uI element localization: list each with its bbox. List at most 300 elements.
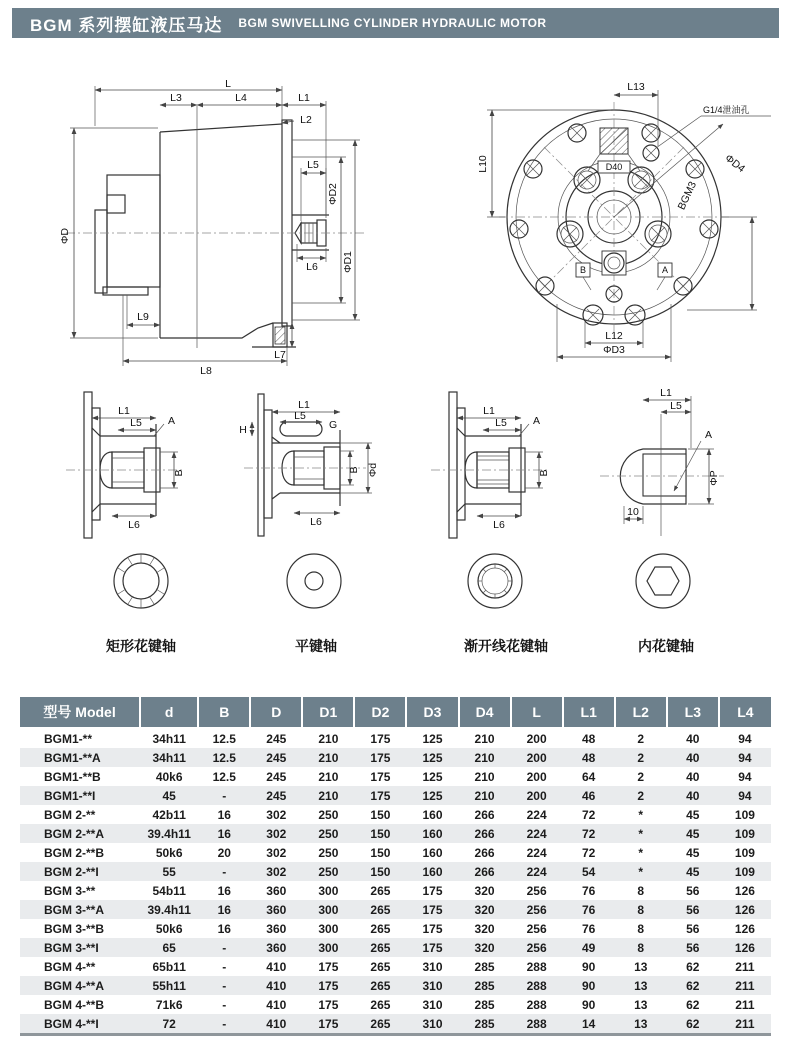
value-cell: 65	[162, 940, 176, 955]
value-cell: 94	[738, 788, 752, 803]
value-cell: 175	[422, 902, 443, 917]
value-cell: 12.5	[212, 769, 236, 784]
dim-label-l12: L12	[605, 330, 623, 342]
value-cell: *	[638, 845, 644, 860]
table-row	[20, 976, 771, 995]
value-cell: 256	[526, 940, 547, 955]
value-cell: 175	[318, 997, 339, 1012]
value-cell: 40k6	[155, 769, 183, 784]
value-cell: 16	[217, 826, 231, 841]
value-cell: 210	[474, 750, 495, 765]
value-cell: 46	[582, 788, 596, 803]
dim-label-l1: L1	[298, 399, 310, 411]
section-circle-rect-spline	[104, 544, 178, 618]
model-cell: BGM 3-**I	[44, 940, 99, 955]
value-cell: 90	[582, 959, 596, 974]
dim-label-phid3: ΦD3	[603, 344, 625, 356]
value-cell: 160	[422, 807, 443, 822]
value-cell: 56	[686, 940, 700, 955]
value-cell: 2	[637, 750, 645, 765]
value-cell: 224	[526, 845, 547, 860]
value-cell: 210	[318, 788, 339, 803]
value-cell: 265	[370, 1016, 391, 1031]
value-cell: 150	[370, 807, 391, 822]
value-cell: 62	[686, 978, 700, 993]
value-cell: 150	[370, 864, 391, 879]
value-cell: 45	[686, 845, 700, 860]
value-cell: 285	[474, 1016, 495, 1031]
value-cell: 20	[217, 845, 231, 860]
value-cell: -	[222, 864, 227, 879]
value-cell: 8	[637, 902, 645, 917]
value-cell: 72	[582, 845, 596, 860]
table-row	[20, 900, 771, 919]
value-cell: 40	[686, 788, 700, 803]
dim-label-l6: L6	[128, 519, 140, 531]
value-cell: 8	[637, 883, 645, 898]
value-cell: 224	[526, 826, 547, 841]
table-row	[20, 748, 771, 767]
value-cell: 50k6	[155, 845, 183, 860]
dim-label-a: A	[533, 415, 541, 427]
dim-label-phid-small: Φd	[367, 462, 379, 478]
value-cell: 8	[637, 940, 645, 955]
dim-label-drain: G1/4泄油孔	[703, 105, 750, 115]
value-cell: 245	[266, 731, 287, 746]
value-cell: 2	[637, 769, 645, 784]
dim-label-ten: 10	[627, 506, 639, 518]
value-cell: 175	[318, 1016, 339, 1031]
model-cell: BGM1-**	[44, 731, 93, 746]
dim-label-l4: L4	[235, 92, 247, 104]
value-cell: 40	[686, 731, 700, 746]
dim-label-l6: L6	[493, 519, 505, 531]
value-cell: 245	[266, 769, 287, 784]
value-cell: 300	[318, 902, 339, 917]
dim-label-phid2: ΦD2	[327, 183, 339, 205]
dim-label-l5: L5	[294, 410, 306, 422]
value-cell: 175	[318, 959, 339, 974]
dim-label-l5: L5	[307, 159, 319, 171]
value-cell: 126	[734, 940, 755, 955]
value-cell: 76	[582, 902, 596, 917]
value-cell: 310	[422, 1016, 443, 1031]
value-cell: 320	[474, 883, 495, 898]
value-cell: 34h11	[152, 750, 186, 765]
value-cell: 211	[735, 959, 755, 974]
value-cell: 288	[526, 959, 547, 974]
value-cell: 126	[734, 883, 755, 898]
column-header: L2	[615, 697, 667, 728]
value-cell: 300	[318, 921, 339, 936]
table-row	[20, 728, 771, 748]
value-cell: 210	[474, 731, 495, 746]
page-title-en: BGM SWIVELLING CYLINDER HYDRAULIC MOTOR	[238, 16, 547, 30]
value-cell: 250	[318, 845, 339, 860]
value-cell: 126	[734, 921, 755, 936]
value-cell: 210	[318, 731, 339, 746]
value-cell: 360	[266, 921, 287, 936]
shaft-caption-rect-spline: 矩形花键轴	[106, 638, 176, 654]
dim-label-l5: L5	[495, 417, 507, 429]
column-header: 型号 Model	[20, 697, 140, 728]
shaft-caption-involute-spline: 渐开线花键轴	[464, 638, 548, 654]
dim-label-l7: L7	[274, 349, 286, 361]
table-row	[20, 786, 771, 805]
dim-label-a: A	[705, 429, 713, 441]
column-header: L	[511, 697, 563, 728]
value-cell: 285	[474, 959, 495, 974]
value-cell: 56	[686, 883, 700, 898]
shaft-drawing-rect-spline	[56, 388, 226, 540]
dim-label-a: A	[168, 415, 176, 427]
model-cell: BGM 2-**B	[44, 845, 105, 860]
value-cell: *	[638, 826, 644, 841]
value-cell: 72	[162, 1016, 176, 1031]
value-cell: 56	[686, 902, 700, 917]
value-cell: 34h11	[152, 731, 186, 746]
dim-label-phid1: ΦD1	[342, 251, 354, 273]
shaft-drawing-flat-key	[236, 388, 411, 540]
value-cell: 288	[526, 978, 547, 993]
value-cell: 210	[318, 750, 339, 765]
column-header: D4	[459, 697, 511, 728]
value-cell: 39.4h11	[147, 826, 191, 841]
table-row	[20, 805, 771, 824]
model-cell: BGM1-**I	[44, 788, 96, 803]
model-cell: BGM 3-**B	[44, 921, 105, 936]
value-cell: 410	[266, 997, 287, 1012]
model-cell: BGM 3-**	[44, 883, 96, 898]
dim-label-l13: L13	[627, 81, 645, 93]
model-cell: BGM 4-**I	[44, 1016, 99, 1031]
column-header: D3	[406, 697, 458, 728]
dim-label-l5: L5	[670, 400, 682, 412]
value-cell: 360	[266, 940, 287, 955]
value-cell: 48	[582, 731, 596, 746]
value-cell: 72	[582, 807, 596, 822]
spec-table-head	[20, 697, 771, 728]
value-cell: 109	[734, 864, 755, 879]
section-circle-flat-key	[277, 544, 351, 618]
value-cell: 2	[637, 731, 645, 746]
value-cell: 288	[526, 1016, 547, 1031]
column-header: L1	[563, 697, 615, 728]
value-cell: 266	[474, 807, 495, 822]
value-cell: 8	[637, 921, 645, 936]
value-cell: 250	[318, 807, 339, 822]
value-cell: 49	[582, 940, 596, 955]
value-cell: 48	[582, 750, 596, 765]
dim-label-b: B	[538, 469, 550, 477]
dim-label-b: B	[348, 466, 360, 474]
value-cell: 410	[266, 978, 287, 993]
value-cell: 125	[422, 788, 443, 803]
value-cell: 45	[162, 788, 176, 803]
value-cell: 13	[634, 978, 648, 993]
header-row	[20, 697, 771, 728]
value-cell: 175	[422, 883, 443, 898]
value-cell: 175	[318, 978, 339, 993]
value-cell: 71k6	[155, 997, 183, 1012]
value-cell: 160	[422, 845, 443, 860]
value-cell: 2	[637, 788, 645, 803]
value-cell: 126	[734, 902, 755, 917]
value-cell: 50k6	[155, 921, 183, 936]
value-cell: 256	[526, 883, 547, 898]
model-cell: BGM 2-**	[44, 807, 96, 822]
value-cell: 266	[474, 826, 495, 841]
value-cell: 13	[634, 959, 648, 974]
value-cell: 40	[686, 750, 700, 765]
shaft-drawing-internal-spline	[596, 386, 786, 541]
value-cell: 256	[526, 921, 547, 936]
value-cell: 175	[422, 921, 443, 936]
value-cell: 16	[217, 902, 231, 917]
value-cell: 175	[422, 940, 443, 955]
value-cell: 65b11	[152, 959, 186, 974]
dim-label-g: G	[329, 419, 338, 431]
dim-label-l9: L9	[137, 311, 149, 323]
value-cell: 265	[370, 959, 391, 974]
value-cell: 410	[266, 1016, 287, 1031]
value-cell: 200	[526, 731, 547, 746]
value-cell: 62	[686, 997, 700, 1012]
table-row	[20, 995, 771, 1014]
value-cell: 256	[526, 902, 547, 917]
value-cell: *	[638, 807, 644, 822]
column-header: D2	[354, 697, 406, 728]
port-label-b: B	[579, 265, 587, 275]
value-cell: 200	[526, 769, 547, 784]
dim-label-l1: L1	[118, 405, 130, 417]
dim-label-l1: L1	[660, 387, 672, 399]
value-cell: 224	[526, 807, 547, 822]
spec-table	[20, 697, 771, 1036]
value-cell: 109	[734, 826, 755, 841]
value-cell: 160	[422, 864, 443, 879]
value-cell: 55h11	[152, 978, 186, 993]
model-cell: BGM 3-**A	[44, 902, 105, 917]
value-cell: 45	[686, 864, 700, 879]
dim-label-phid4: ΦD4	[722, 152, 748, 176]
value-cell: 175	[370, 731, 391, 746]
dim-label-b: B	[173, 469, 185, 477]
dim-label-h: H	[239, 424, 247, 436]
value-cell: -	[222, 978, 227, 993]
dim-label-phid-major: ΦD	[59, 228, 71, 244]
section-circle-involute-spline	[458, 544, 532, 618]
column-header: D1	[302, 697, 354, 728]
value-cell: 300	[318, 940, 339, 955]
model-cell: BGM1-**A	[44, 750, 101, 765]
value-cell: 42b11	[152, 807, 186, 822]
dim-label-l6: L6	[310, 516, 322, 528]
model-mark-bgm3: BGM3	[675, 179, 700, 212]
model-cell: BGM 4-**B	[44, 997, 105, 1012]
value-cell: 54	[582, 864, 596, 879]
value-cell: 175	[370, 788, 391, 803]
value-cell: 13	[634, 997, 648, 1012]
value-cell: 62	[686, 959, 700, 974]
value-cell: 40	[686, 769, 700, 784]
value-cell: 14	[582, 1016, 596, 1031]
dim-label-l3: L3	[170, 92, 182, 104]
value-cell: 45	[686, 826, 700, 841]
value-cell: 76	[582, 883, 596, 898]
value-cell: 265	[370, 921, 391, 936]
value-cell: 200	[526, 788, 547, 803]
side-view-drawing	[46, 76, 381, 378]
table-row	[20, 843, 771, 862]
table-row	[20, 881, 771, 900]
value-cell: 210	[318, 769, 339, 784]
column-header: L3	[667, 697, 719, 728]
value-cell: 56	[686, 921, 700, 936]
value-cell: 211	[735, 997, 755, 1012]
value-cell: 109	[734, 845, 755, 860]
value-cell: 265	[370, 902, 391, 917]
dim-label-l5: L5	[130, 417, 142, 429]
value-cell: 39.4h11	[147, 902, 191, 917]
page-title-bar	[12, 8, 779, 38]
value-cell: 16	[217, 807, 231, 822]
value-cell: 175	[370, 750, 391, 765]
dim-label-l2: L2	[300, 114, 312, 126]
value-cell: 160	[422, 826, 443, 841]
section-circle-internal-spline	[626, 544, 700, 618]
value-cell: 76	[582, 921, 596, 936]
value-cell: 125	[422, 769, 443, 784]
shaft-drawing-involute-spline	[421, 388, 591, 540]
value-cell: 265	[370, 997, 391, 1012]
dim-label-l8: L8	[200, 365, 212, 377]
value-cell: 12.5	[212, 750, 236, 765]
value-cell: -	[222, 959, 227, 974]
value-cell: 410	[266, 959, 287, 974]
table-row	[20, 1014, 771, 1035]
value-cell: -	[222, 788, 227, 803]
value-cell: 109	[734, 807, 755, 822]
table-row	[20, 767, 771, 786]
value-cell: 300	[318, 883, 339, 898]
shaft-caption-flat-key: 平键轴	[295, 638, 337, 654]
value-cell: 125	[422, 731, 443, 746]
dim-label-l: L	[225, 78, 231, 90]
value-cell: 94	[738, 731, 752, 746]
value-cell: 265	[370, 883, 391, 898]
value-cell: 90	[582, 997, 596, 1012]
dim-label-l10: L10	[477, 155, 489, 173]
value-cell: 64	[582, 769, 596, 784]
dim-label-phip: ΦP	[708, 470, 720, 486]
value-cell: 210	[474, 788, 495, 803]
model-cell: BGM 2-**I	[44, 864, 99, 879]
value-cell: 266	[474, 864, 495, 879]
value-cell: 245	[266, 750, 287, 765]
shaft-caption-internal-spline: 内花键轴	[638, 638, 694, 654]
front-view-drawing	[461, 74, 791, 389]
table-row	[20, 957, 771, 976]
value-cell: 266	[474, 845, 495, 860]
value-cell: 285	[474, 978, 495, 993]
value-cell: 310	[422, 978, 443, 993]
value-cell: 245	[266, 788, 287, 803]
drain-hole	[643, 104, 771, 161]
value-cell: -	[222, 997, 227, 1012]
value-cell: 150	[370, 845, 391, 860]
value-cell: 250	[318, 864, 339, 879]
table-row	[20, 862, 771, 881]
value-cell: -	[222, 1016, 227, 1031]
value-cell: 285	[474, 997, 495, 1012]
dim-label-l1: L1	[483, 405, 495, 417]
value-cell: 320	[474, 940, 495, 955]
value-cell: 16	[217, 883, 231, 898]
value-cell: 360	[266, 883, 287, 898]
value-cell: 55	[162, 864, 176, 879]
value-cell: 302	[266, 845, 287, 860]
value-cell: *	[638, 864, 644, 879]
value-cell: 310	[422, 997, 443, 1012]
port-label-a: A	[661, 265, 669, 275]
value-cell: 224	[526, 864, 547, 879]
value-cell: 265	[370, 978, 391, 993]
dim-label-l6: L6	[306, 261, 318, 273]
value-cell: 94	[738, 750, 752, 765]
value-cell: 45	[686, 807, 700, 822]
model-cell: BGM 4-**	[44, 959, 96, 974]
value-cell: 90	[582, 978, 596, 993]
value-cell: 288	[526, 997, 547, 1012]
dim-label-l1: L1	[298, 92, 310, 104]
value-cell: 360	[266, 902, 287, 917]
value-cell: 54b11	[152, 883, 186, 898]
spec-table-body	[20, 728, 771, 1035]
column-header: L4	[719, 697, 771, 728]
table-row	[20, 824, 771, 843]
value-cell: 210	[474, 769, 495, 784]
value-cell: 302	[266, 807, 287, 822]
value-cell: 72	[582, 826, 596, 841]
value-cell: 211	[735, 978, 755, 993]
table-row	[20, 919, 771, 938]
value-cell: 125	[422, 750, 443, 765]
value-cell: 200	[526, 750, 547, 765]
value-cell: 62	[686, 1016, 700, 1031]
column-header: d	[140, 697, 198, 728]
value-cell: 302	[266, 864, 287, 879]
column-header: B	[198, 697, 250, 728]
column-header: D	[250, 697, 302, 728]
value-cell: 150	[370, 826, 391, 841]
dim-label-d40: D40	[605, 162, 623, 172]
value-cell: 310	[422, 959, 443, 974]
value-cell: -	[222, 940, 227, 955]
value-cell: 13	[634, 1016, 648, 1031]
value-cell: 94	[738, 769, 752, 784]
model-cell: BGM1-**B	[44, 769, 101, 784]
value-cell: 302	[266, 826, 287, 841]
table-row	[20, 938, 771, 957]
value-cell: 250	[318, 826, 339, 841]
page-title-zh: BGM 系列摆缸液压马达	[30, 15, 223, 35]
value-cell: 12.5	[212, 731, 236, 746]
value-cell: 211	[735, 1016, 755, 1031]
value-cell: 175	[370, 769, 391, 784]
value-cell: 265	[370, 940, 391, 955]
value-cell: 16	[217, 921, 231, 936]
